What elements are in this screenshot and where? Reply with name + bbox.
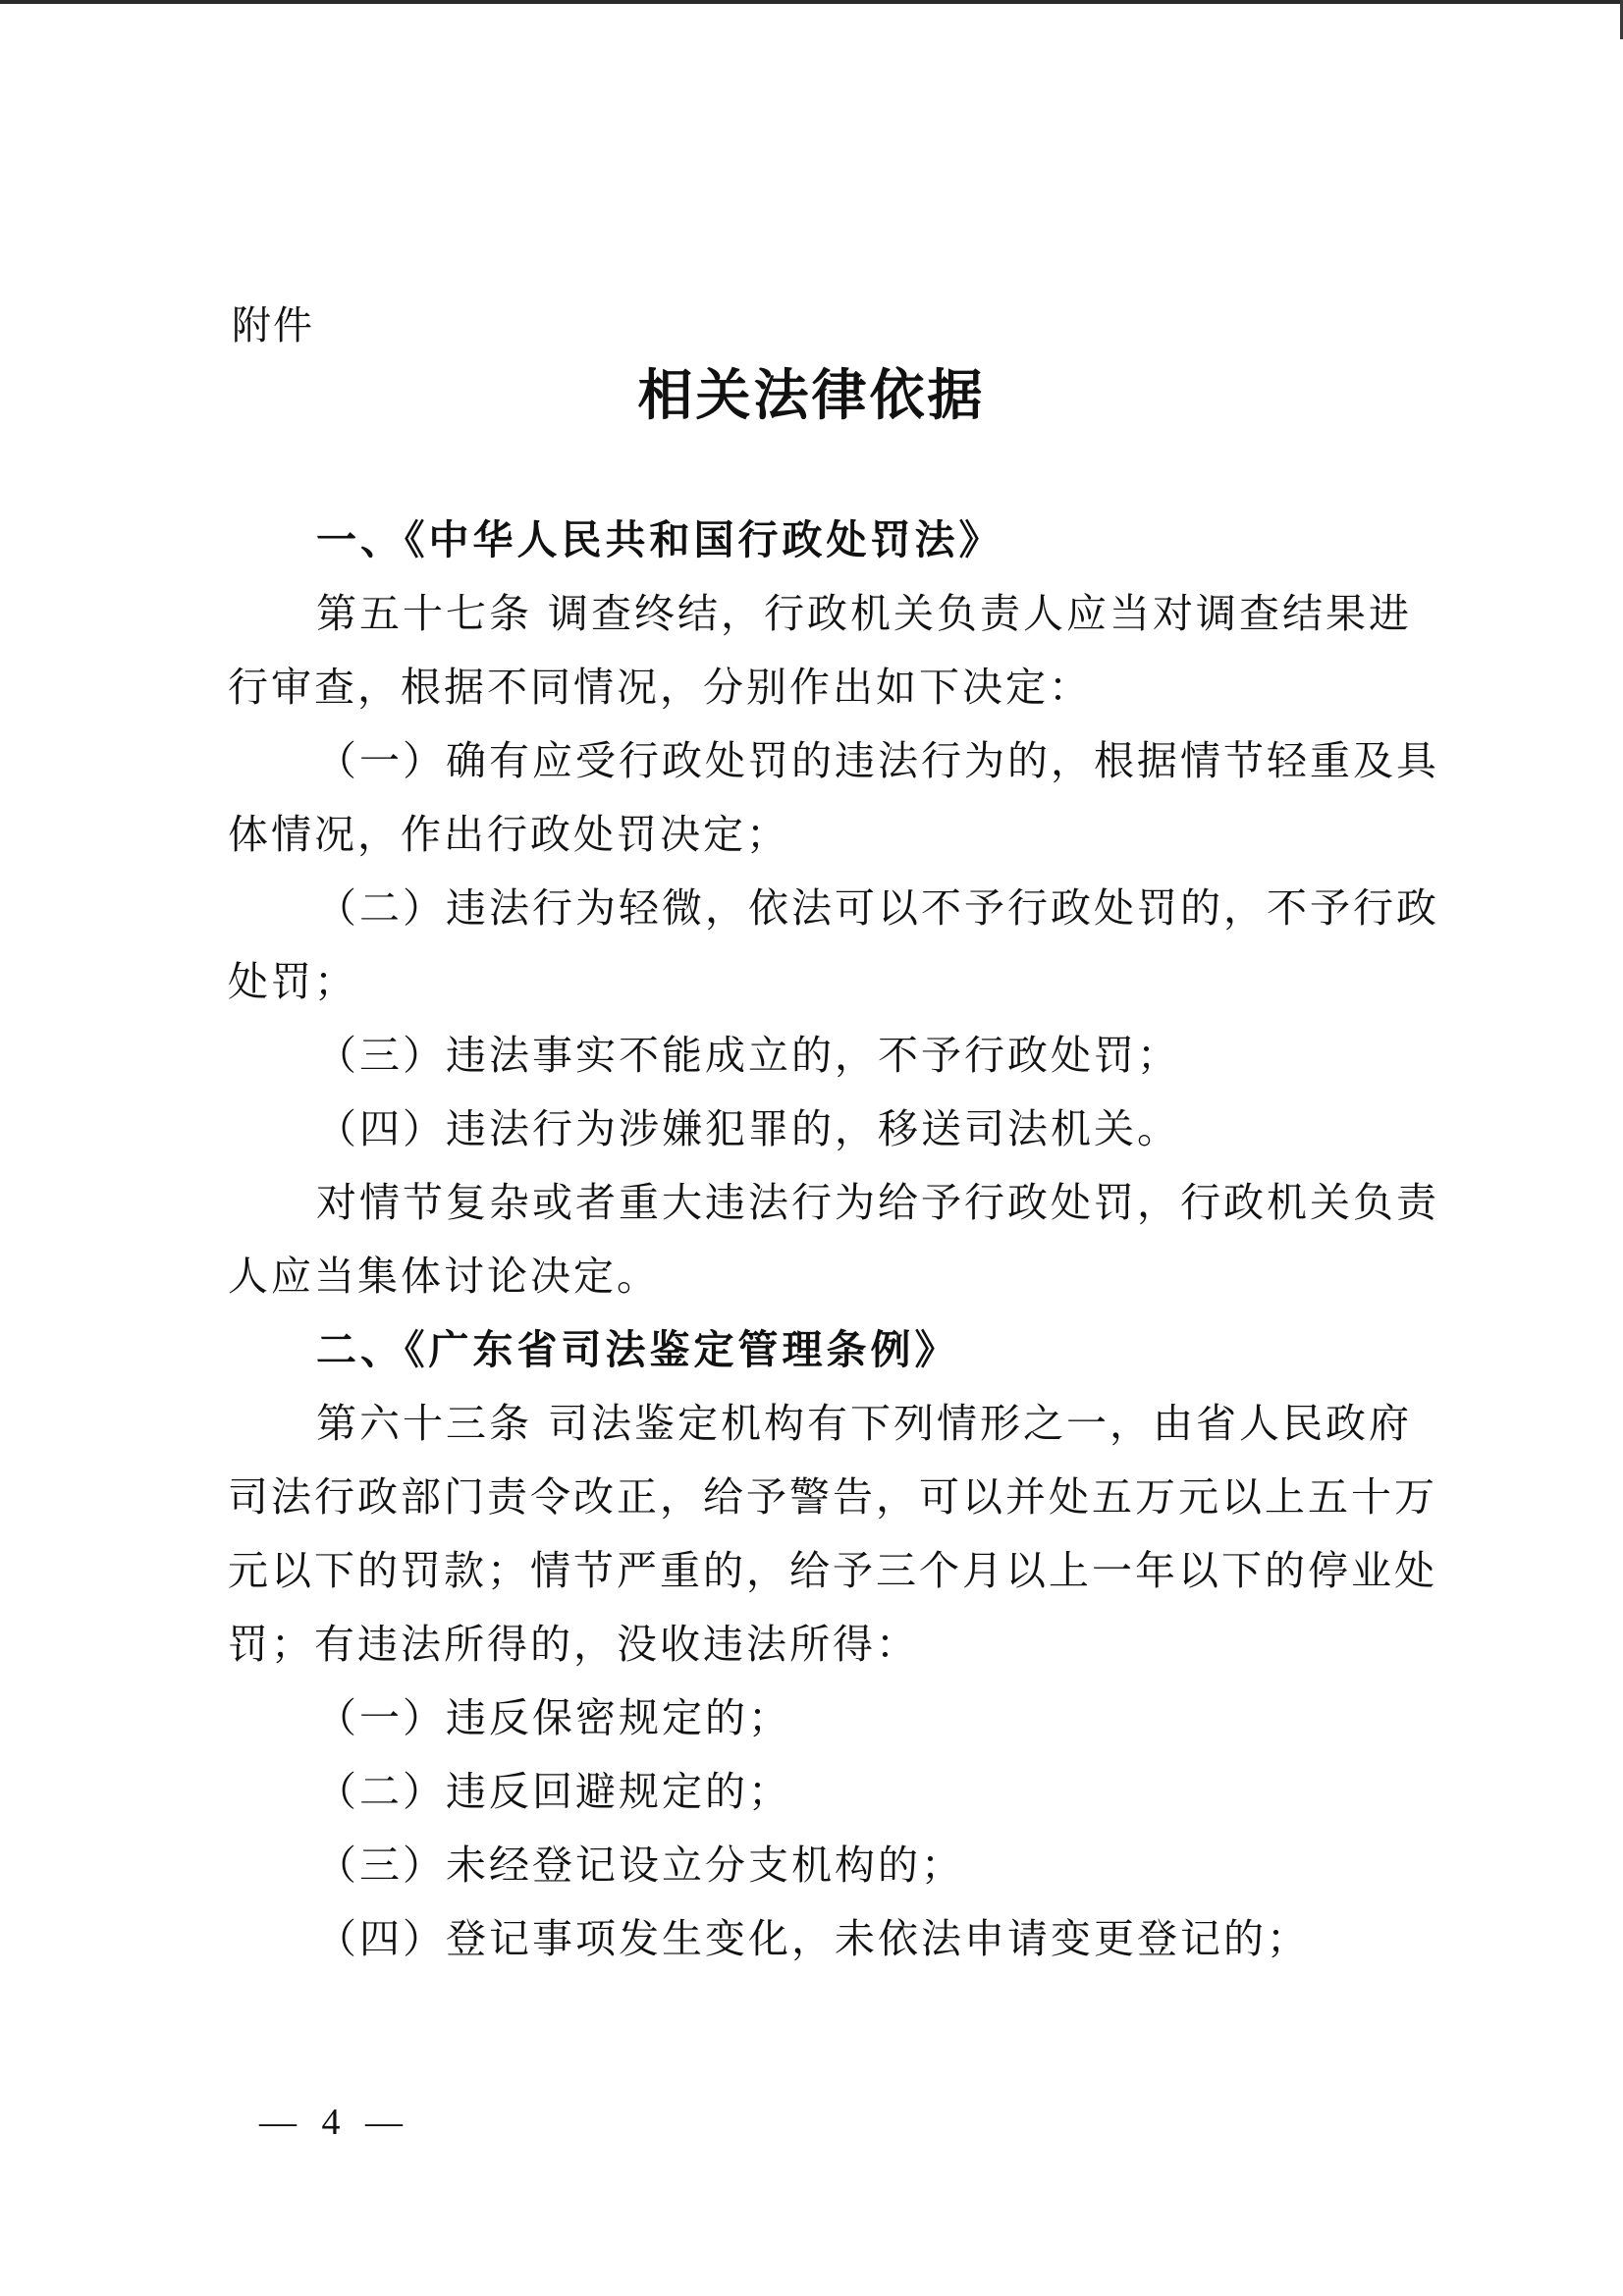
document-title: 相关法律依据 xyxy=(637,364,986,428)
section-1-line: 处罚； xyxy=(228,958,357,1005)
page-number: — 4 — xyxy=(259,2102,410,2143)
section-1-line: （四）违法行为涉嫌犯罪的，移送司法机关。 xyxy=(316,1105,1180,1152)
section-2-heading: 二、《广东省司法鉴定管理条例》 xyxy=(316,1326,959,1373)
section-2-line: （三）未经登记设立分支机构的； xyxy=(316,1842,964,1889)
section-1-line: 体情况，作出行政处罚决定； xyxy=(228,811,789,858)
scan-top-edge xyxy=(0,0,1623,4)
section-1-line: 对情节复杂或者重大违法行为给予行政处罚，行政机关负责 xyxy=(316,1179,1439,1226)
section-1-heading: 一、《中华人民共和国行政处罚法》 xyxy=(316,516,1003,563)
section-1-line: 行审查，根据不同情况，分别作出如下决定： xyxy=(228,664,1092,711)
section-2-line: 第六十三条 司法鉴定机构有下列情形之一，由省人民政府 xyxy=(316,1400,1413,1447)
section-2-line: （四）登记事项发生变化，未依法申请变更登记的； xyxy=(316,1915,1310,1962)
section-1-line: （二）违法行为轻微，依法可以不予行政处罚的，不予行政 xyxy=(316,884,1439,932)
section-1-line: 第五十七条 调查终结，行政机关负责人应当对调查结果进 xyxy=(316,590,1413,637)
section-2-line: 罚；有违法所得的，没收违法所得： xyxy=(228,1621,919,1668)
section-1-line: （一）确有应受行政处罚的违法行为的，根据情节轻重及具 xyxy=(316,737,1439,784)
section-1-line: （三）违法事实不能成立的，不予行政处罚； xyxy=(316,1032,1180,1079)
section-2-line: （二）违反回避规定的； xyxy=(316,1768,791,1815)
section-1-line: 人应当集体讨论决定。 xyxy=(228,1253,660,1300)
section-2-line: 元以下的罚款；情节严重的，给予三个月以上一年以下的停业处 xyxy=(228,1547,1437,1594)
section-2-line: 司法行政部门责令改正，给予警告，可以并处五万元以上五十万 xyxy=(228,1473,1437,1521)
attachment-label: 附件 xyxy=(232,303,314,348)
section-2-line: （一）违反保密规定的； xyxy=(316,1694,791,1741)
